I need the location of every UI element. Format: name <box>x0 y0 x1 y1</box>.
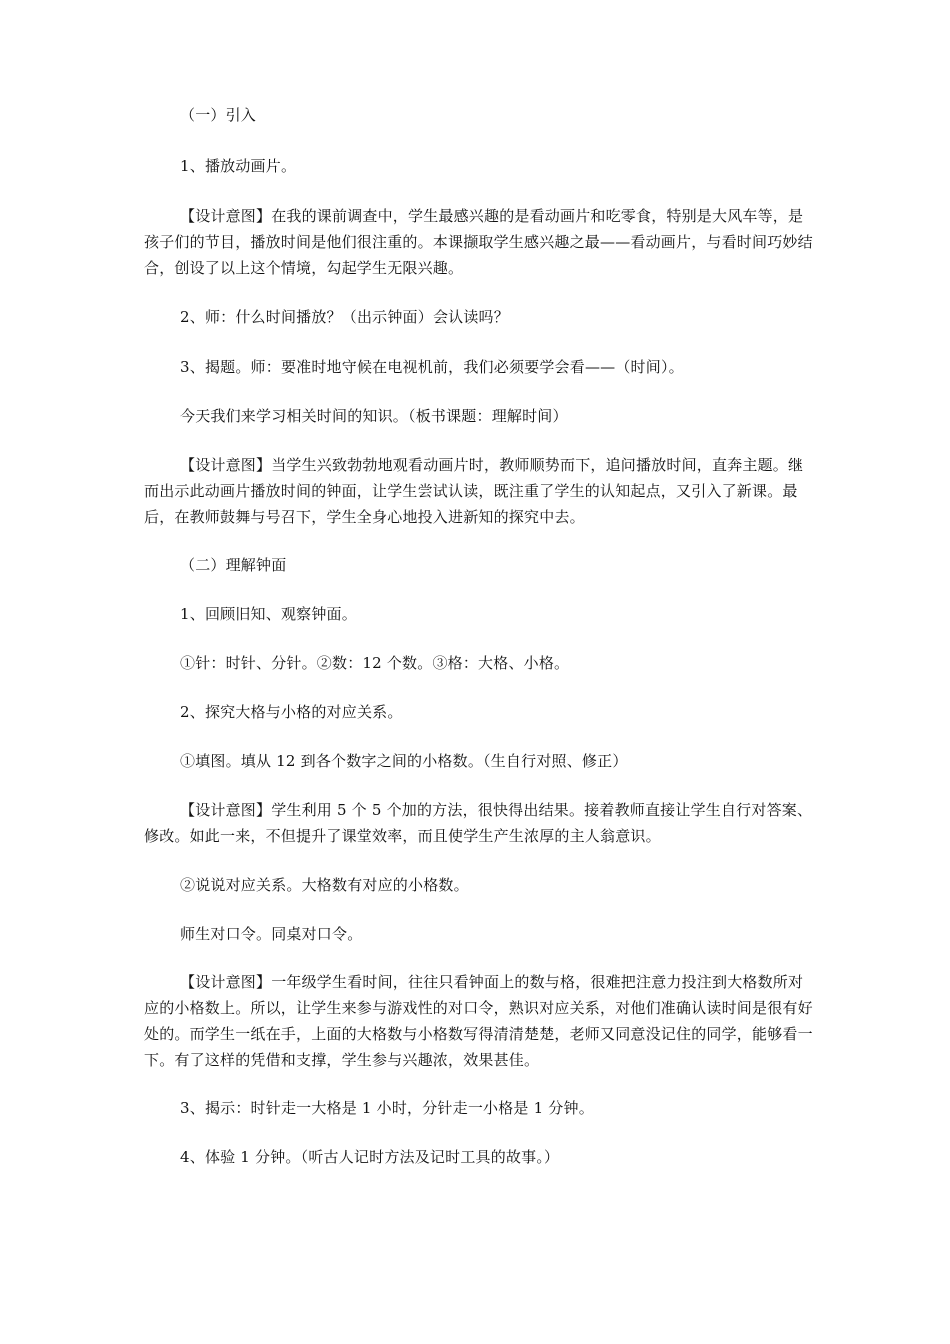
paragraph-step <box>144 650 816 676</box>
paragraph-text: 3、揭题。师：要准时地守候在电视机前，我们必须要学会看——（时间）。 <box>180 358 684 376</box>
paragraph-text: ①针：时针、分针。②数：12 个数。③格：大格、小格。 <box>180 654 570 672</box>
paragraph-step <box>144 354 816 380</box>
paragraph-text-block <box>144 921 816 947</box>
design-intent-tag: 【设计意图】 <box>180 456 272 474</box>
paragraph-text: 在我的课前调查中，学生最感兴趣的是看动画片和吃零食，特别是大风车等，是孩子们的节目，播放时间是他们很注重的。本课撷取学生感兴趣之最——看动画片，与看时间巧妙结合，创设了以上这个情境，勾起学生无限兴趣。 <box>144 207 813 277</box>
design-intent-paragraph <box>144 452 816 530</box>
paragraph-text: 当学生兴致勃勃地观看动画片时，教师顺势而下，追问播放时间，直奔主题。继而出示此动画片播放时间的钟面，让学生尝试认读，既注重了学生的认知起点，又引入了新课。最后，在教师鼓舞与号召下，学生全身心地投入进新知的探究中去。 <box>144 456 804 526</box>
paragraph-text: 一年级学生看时间，往往只看钟面上的数与格，很难把注意力投注到大格数所对应的小格数上。所以，让学生来参与游戏性的对口令，熟识对应关系，对他们准确认读时间是很有好处的。而学生一纸在手，上面的大格数与小格数写得清清楚楚，老师又同意没记住的同学，能够看一下。有了这样的凭借和支撑，学生参与兴趣浓，效果甚佳。 <box>144 973 813 1069</box>
design-intent-paragraph <box>144 797 816 849</box>
paragraph-text: ②说说对应关系。大格数有对应的小格数。 <box>180 876 469 894</box>
paragraph-text: 2、师：什么时间播放？（出示钟面）会认读吗？ <box>180 308 509 326</box>
paragraph-text: 学生利用 5 个 5 个加的方法，很快得出结果。接着教师直接让学生自行对答案、修改。如此一来，不但提升了课堂效率，而且使学生产生浓厚的主人翁意识。 <box>144 801 813 845</box>
design-intent-tag: 【设计意图】 <box>180 973 272 991</box>
paragraph-text: 今天我们来学习相关时间的知识。（板书课题：理解时间） <box>180 407 568 425</box>
paragraph-step <box>144 601 816 627</box>
paragraph-text: 1、播放动画片。 <box>180 157 297 175</box>
paragraph-step <box>144 1095 816 1121</box>
paragraph-text-block <box>144 403 816 429</box>
paragraph-text: 2、探究大格与小格的对应关系。 <box>180 703 403 721</box>
paragraph-text: ①填图。填从 12 到各个数字之间的小格数。（生自行对照、修正） <box>180 752 628 770</box>
paragraph-text: （二）理解钟面 <box>180 556 287 574</box>
section-heading-intro <box>144 102 816 128</box>
design-intent-tag: 【设计意图】 <box>180 801 272 819</box>
paragraph-text: （一）引入 <box>180 106 257 124</box>
paragraph-step <box>144 153 816 179</box>
paragraph-step <box>144 304 816 330</box>
paragraph-step <box>144 699 816 725</box>
paragraph-step <box>144 1144 816 1170</box>
design-intent-paragraph <box>144 203 816 281</box>
paragraph-text: 3、揭示：时针走一大格是 1 小时，分针走一小格是 1 分钟。 <box>180 1099 594 1117</box>
design-intent-tag: 【设计意图】 <box>180 207 272 225</box>
design-intent-paragraph <box>144 969 816 1073</box>
paragraph-text: 师生对口令。同桌对口令。 <box>180 925 363 943</box>
paragraph-step <box>144 872 816 898</box>
paragraph-step <box>144 748 816 774</box>
paragraph-text: 4、体验 1 分钟。（听古人记时方法及记时工具的故事。） <box>180 1148 560 1166</box>
paragraph-text: 1、回顾旧知、观察钟面。 <box>180 605 357 623</box>
section-heading-clock-face <box>144 552 816 578</box>
